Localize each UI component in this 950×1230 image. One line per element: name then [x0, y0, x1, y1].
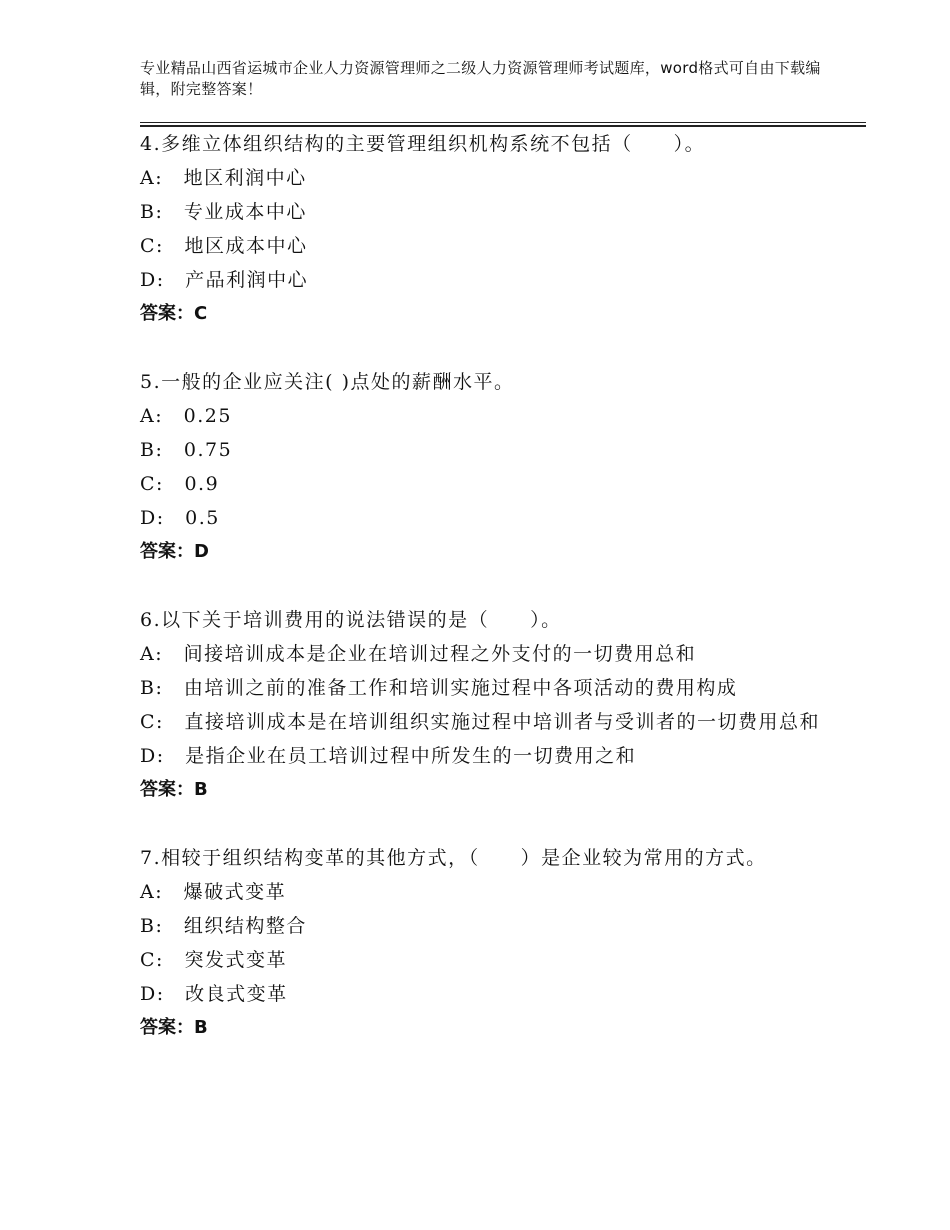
option-a: A: 爆破式变革	[140, 881, 287, 903]
option-d: D: 0.5	[140, 507, 220, 529]
question-6	[140, 603, 820, 807]
answer-line	[140, 535, 820, 569]
option-b: B: 0.75	[140, 439, 233, 461]
question-4	[140, 127, 820, 331]
document-header: 专业精品山西省运城市企业人力资源管理师之二级人力资源管理师考试题库，word格式可自由下载编辑，附完整答案！	[140, 59, 821, 98]
option-b: B: 由培训之前的准备工作和培训实施过程中各项活动的费用构成	[140, 677, 738, 699]
option-a: A: 间接培训成本是企业在培训过程之外支付的一切费用总和	[140, 643, 697, 665]
answer-label: 答案：	[140, 779, 194, 800]
question-stem: 7.相较于组织结构变革的其他方式，（ ）是企业较为常用的方式。	[140, 847, 767, 869]
answer-line	[140, 1011, 820, 1045]
answer-line	[140, 297, 820, 331]
question-stem: 6.以下关于培训费用的说法错误的是（ ）。	[140, 609, 562, 631]
answer-value: B	[194, 1017, 208, 1038]
question-stem: 4.多维立体组织结构的主要管理组织机构系统不包括（ ）。	[140, 133, 706, 155]
header-rule-thin	[140, 122, 866, 123]
question-5	[140, 365, 820, 569]
option-a: A: 0.25	[140, 405, 232, 427]
answer-value: B	[194, 779, 208, 800]
option-d: D: 是指企业在员工培训过程中所发生的一切费用之和	[140, 745, 637, 767]
question-7	[140, 841, 820, 1045]
option-c: C: 直接培训成本是在培训组织实施过程中培训者与受训者的一切费用总和	[140, 711, 820, 733]
answer-value: C	[194, 303, 208, 324]
question-stem: 5.一般的企业应关注( )点处的薪酬水平。	[140, 371, 515, 393]
answer-label: 答案：	[140, 303, 194, 324]
answer-value: D	[194, 541, 209, 562]
answer-label: 答案：	[140, 541, 194, 562]
option-b: B: 专业成本中心	[140, 201, 307, 223]
option-d: D: 改良式变革	[140, 983, 288, 1005]
answer-line	[140, 773, 820, 807]
question-list	[140, 127, 820, 1079]
option-c: C: 突发式变革	[140, 949, 287, 971]
option-a: A: 地区利润中心	[140, 167, 307, 189]
answer-label: 答案：	[140, 1017, 194, 1038]
option-b: B: 组织结构整合	[140, 915, 307, 937]
option-c: C: 地区成本中心	[140, 235, 308, 257]
option-d: D: 产品利润中心	[140, 269, 309, 291]
option-c: C: 0.9	[140, 473, 220, 495]
